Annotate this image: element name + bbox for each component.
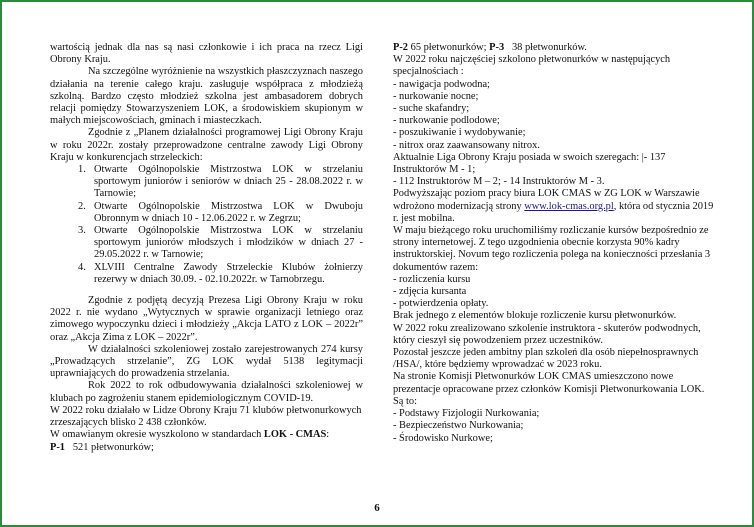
list-number: 2. [78,200,86,212]
list-item-text: Otwarte Ogólnopolskie Mistrzostwa LOK w Dwuboju Obronnym w dniach 10 - 12.06.2022 r. w Zegrzu; [94,200,363,224]
paragraph: Brak jednego z elementów blokuje rozliczenie kursu płetwonurków. [393,310,677,322]
text-span: 521 płetwonurków; [72,441,154,453]
list-item: - nurkowanie nocne; [393,90,479,102]
list-item: - Środowisko Nurkowe; [393,432,493,444]
left-column [50,42,363,454]
list-item: - nurkowanie podlodowe; [393,115,500,127]
page-number: 6 [374,502,380,514]
list-item: - Podstawy Fizjologii Nurkowania; [393,408,540,420]
list-item: - potwierdzenia opłaty. [393,298,489,310]
paragraph: Rok 2022 to rok odbudowywania działalności szkoleniowej w klubach po zagrożeniu stanem epidemiologicznym COVID-19. [50,380,363,404]
paragraph: Na stronie Komisji Płetwonurków LOK CMAS umieszczono nowe prezentacje opracowane przez członków Komisji Płetwonurkowania LOK. Są to: [393,371,705,407]
list-item: - nitrox oraz zaawansowany nitrox. [393,139,540,151]
paragraph: Aktualnie Liga Obrony Kraju posiada w swoich szeregach: |- 137 Instruktorów M - 1; [393,151,666,176]
list-item-text: Otwarte Ogólnopolskie Mistrzostwa LOK w strzelaniu sportowym juniorów młodszych i młodzików w dniach 27 - 29.05.2022 r. w Tarnowie; [94,225,363,261]
list-item: - suche skafandry; [393,103,470,115]
website-link[interactable]: www.lok-cmas.org.pl [524,200,614,212]
list-item [50,262,363,286]
paragraph [50,429,363,441]
list-item: - Bezpieczeństwo Nurkowania; [393,420,524,432]
paragraph: Zgodnie z „Planem działalności programowej Ligi Obrony Kraju w roku 2022r. zostały przeprowadzone centralne zawody Ligi Obrony Kraju w konkurencjach strzeleckich: [50,127,363,163]
paragraph: wartością jednak dla nas są nasi członkowie i ich praca na rzecz Ligi Obrony Kraju. [50,42,363,66]
list-item: - nawigacja podwodna; [393,78,490,90]
list-item-text: XLVIII Centralne Zawody Strzeleckie Klubów żołnierzy rezerwy w dniach 30.09. - 02.10.2022r. w Tarnobrzegu. [94,261,363,285]
text-span: W omawianym okresie wyszkolono w standardach [50,429,264,441]
level-label: P-1 [50,441,66,453]
paragraph [393,188,715,225]
list-number: 3. [78,225,86,237]
list-item [50,201,363,225]
paragraph: W działalności szkoleniowej zostało zarejestrowanych 274 kursy „Prowadzących strzelanie”, ZG LOK wydał 5138 legitymacji uprawniających do prowadzenia strzelania. [50,343,363,380]
bold-text: LOK - CMAS [263,429,327,441]
list-number: 4. [78,261,86,273]
list-number: 1. [78,164,86,176]
right-column [393,42,715,445]
text-span: : [326,429,330,441]
paragraph: W 2022 roku działało w Lidze Obrony Kraju 71 klubów płetwonurkowych zrzeszających blisko 2 438 członków. [50,404,362,429]
paragraph: Pozostał jeszcze jeden ambitny plan szkoleń dla osób niepełnosprawnych /HSA/, które będziemy wprowadzać w 2023 roku. [393,347,699,371]
list-item-text: Otwarte Ogólnopolskie Mistrzostwa LOK w strzelaniu sportowym juniorów i seniorów w dniach 25 - 28.08.2022 r. w Tarnowie; [94,164,363,200]
text-span: Podwyższając poziom pracy biura LOK CMAS w ZG LOK w Warszawie wdrożono modernizacją strony [393,188,700,212]
list-item: - rozliczenia kursu [393,273,471,285]
text-span: , która od stycznia 2019 r. jest mobilna. [393,200,714,224]
text-span: 65 płetwonurków; [410,42,487,53]
paragraph: W maju bieżącego roku uruchomiliśmy rozliczanie kursów bezpośrednio ze strony internetowej. Z tego uzgodnienia obecnie korzysta 90% kadry instruktorskiej. Novum tego rozliczenia polega na konieczności przesłania 3 dokumentów razem: [393,225,711,273]
list-item: - poszukiwanie i wydobywanie; [393,127,526,139]
list-item [50,225,363,262]
level-label: P-3 [489,42,505,53]
paragraph: W 2022 roku zrealizowano szkolenie instruktora - skuterów podwodnych, który cieszył się powodzeniem przez uczestników. [393,322,701,346]
paragraph: W 2022 roku najczęściej szkolono płetwonurków w następujących specjalnościach : [393,54,671,78]
list-item [50,164,363,201]
competitions-list [50,164,363,286]
paragraph [50,442,363,454]
paragraph: - 112 Instruktorów M – 2; - 14 Instruktorów M - 3. [393,176,605,188]
text-span: 38 płetwonurków. [511,42,587,53]
list-item: - zdjęcia kursanta [393,286,467,298]
paragraph: Zgodnie z podjętą decyzją Prezesa Ligi Obrony Kraju w roku 2022 r. nie wydano „Wytycznych w sprawie organizacji letniego oraz zimowego wypoczynku dzieci i młodzieży „Akcja LATO z LOK – 2022r” oraz „Akcja Zima z LOK – 2022r”. [50,295,363,343]
paragraph: Na szczególne wyróżnienie na wszystkich płaszczyznach naszego działania na terenie całego kraju. zasługuje współpraca z młodzieżą szkolną. Bardzo często młodzież szkolna jest ambasadorem dobrych relacji pomiędzy Stowarzyszeniem LOK, a środowiskiem skupionym w małych miejscowościach, gminach i miasteczkach. [50,66,363,127]
level-label: P-2 [393,42,409,53]
paragraph [393,42,715,54]
